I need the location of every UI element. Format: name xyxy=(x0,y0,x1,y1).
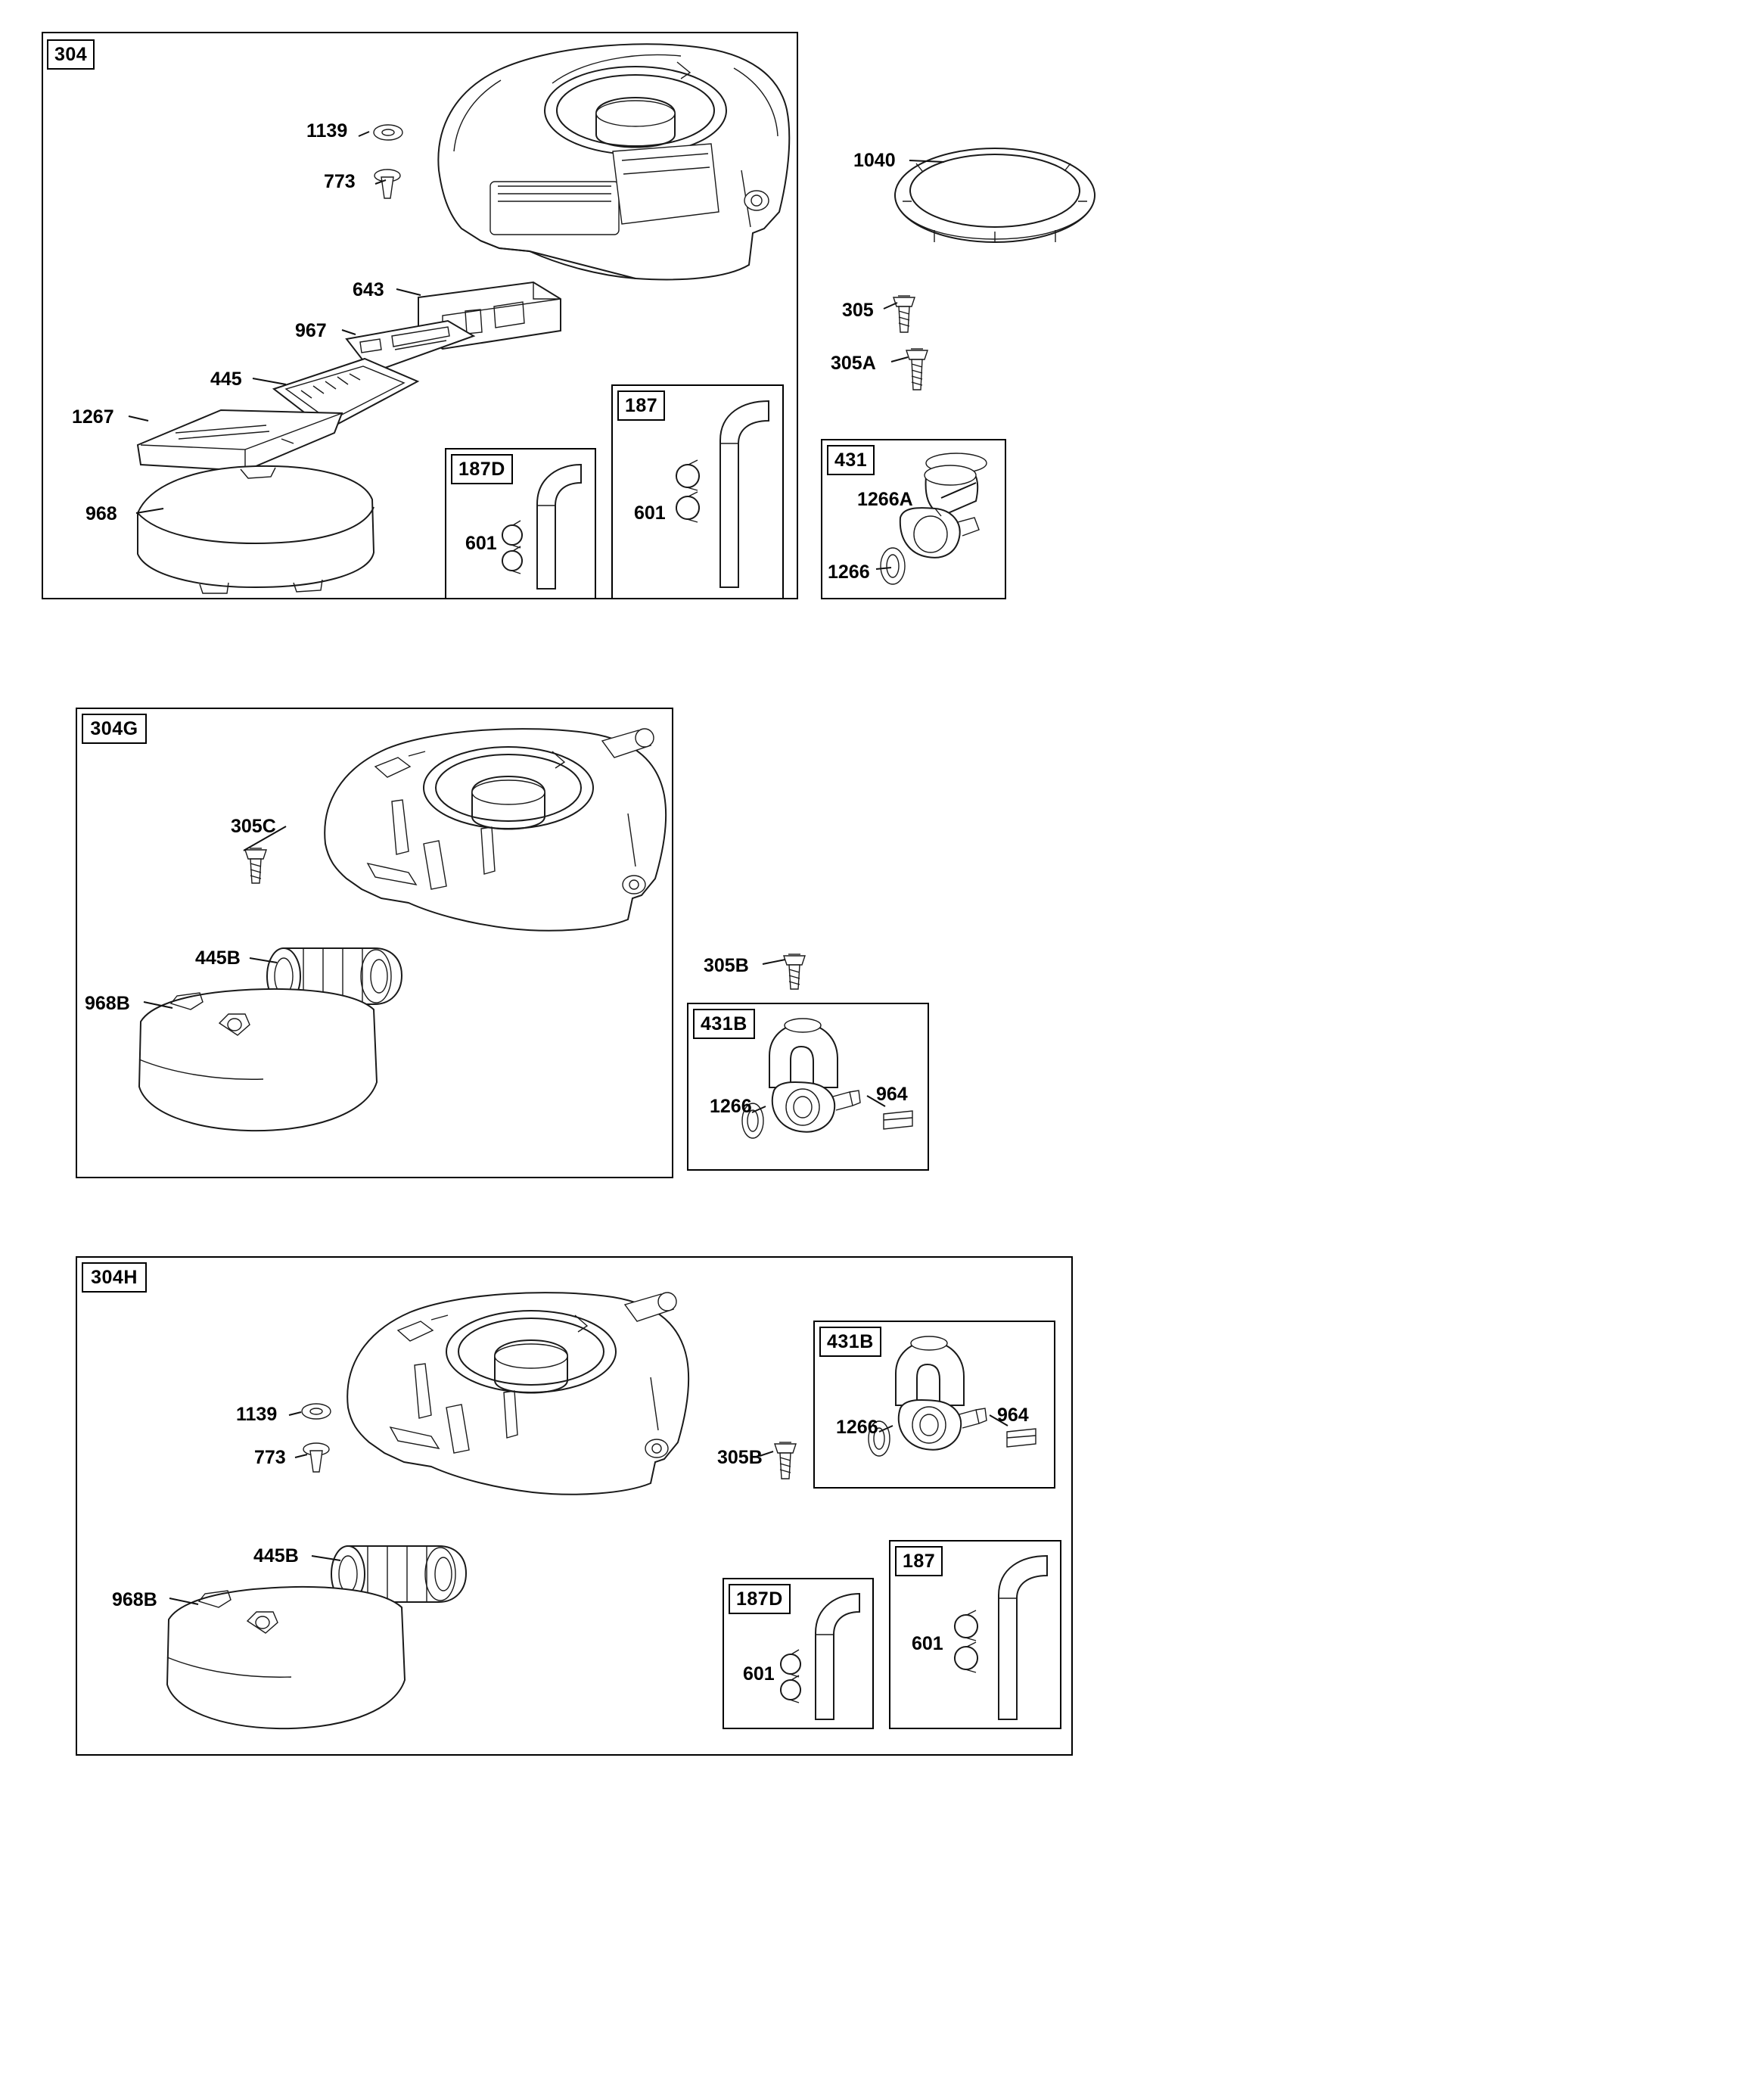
label-445: 445 xyxy=(210,369,242,390)
label-1040: 1040 xyxy=(853,150,896,171)
label-1266A: 1266A xyxy=(857,489,913,510)
label-305A: 305A xyxy=(831,353,876,374)
label-601-187D: 601 xyxy=(465,533,497,554)
panel-tag-431B-mid: 431B xyxy=(693,1009,755,1039)
panel-tag-431B-bottom: 431B xyxy=(819,1327,881,1357)
label-601-187-bottom: 601 xyxy=(912,1633,943,1654)
label-305C: 305C xyxy=(231,816,276,837)
panel-tag-304H: 304H xyxy=(82,1262,147,1293)
label-773-bottom: 773 xyxy=(254,1447,286,1468)
label-643: 643 xyxy=(353,279,384,300)
label-305B-mid: 305B xyxy=(704,955,749,976)
panel-tag-187: 187 xyxy=(617,390,665,421)
panel-tag-304G: 304G xyxy=(82,714,147,744)
label-445B-mid: 445B xyxy=(195,947,241,969)
label-305: 305 xyxy=(842,300,874,321)
label-601-187D-bottom: 601 xyxy=(743,1663,775,1685)
label-601-187: 601 xyxy=(634,502,666,524)
label-968: 968 xyxy=(85,503,117,524)
label-964-mid: 964 xyxy=(876,1084,908,1105)
panel-tag-187-bottom: 187 xyxy=(895,1546,943,1576)
label-964-bottom: 964 xyxy=(997,1405,1029,1426)
panel-tag-187D-bottom: 187D xyxy=(729,1584,791,1614)
label-1266-431B-mid: 1266 xyxy=(710,1096,752,1117)
panel-tag-187D: 187D xyxy=(451,454,513,484)
label-1139-bottom: 1139 xyxy=(236,1404,278,1425)
label-1267: 1267 xyxy=(72,406,114,428)
label-968B-bottom: 968B xyxy=(112,1589,157,1610)
label-445B-bottom: 445B xyxy=(253,1545,299,1566)
label-967: 967 xyxy=(295,320,327,341)
label-1266-431B-bottom: 1266 xyxy=(836,1417,878,1438)
label-773: 773 xyxy=(324,171,356,192)
label-305B-bottom: 305B xyxy=(717,1447,763,1468)
panel-tag-304: 304 xyxy=(47,39,95,70)
label-968B-mid: 968B xyxy=(85,993,130,1014)
panel-tag-431: 431 xyxy=(827,445,875,475)
label-1266-431: 1266 xyxy=(828,562,870,583)
label-1139: 1139 xyxy=(306,120,348,142)
